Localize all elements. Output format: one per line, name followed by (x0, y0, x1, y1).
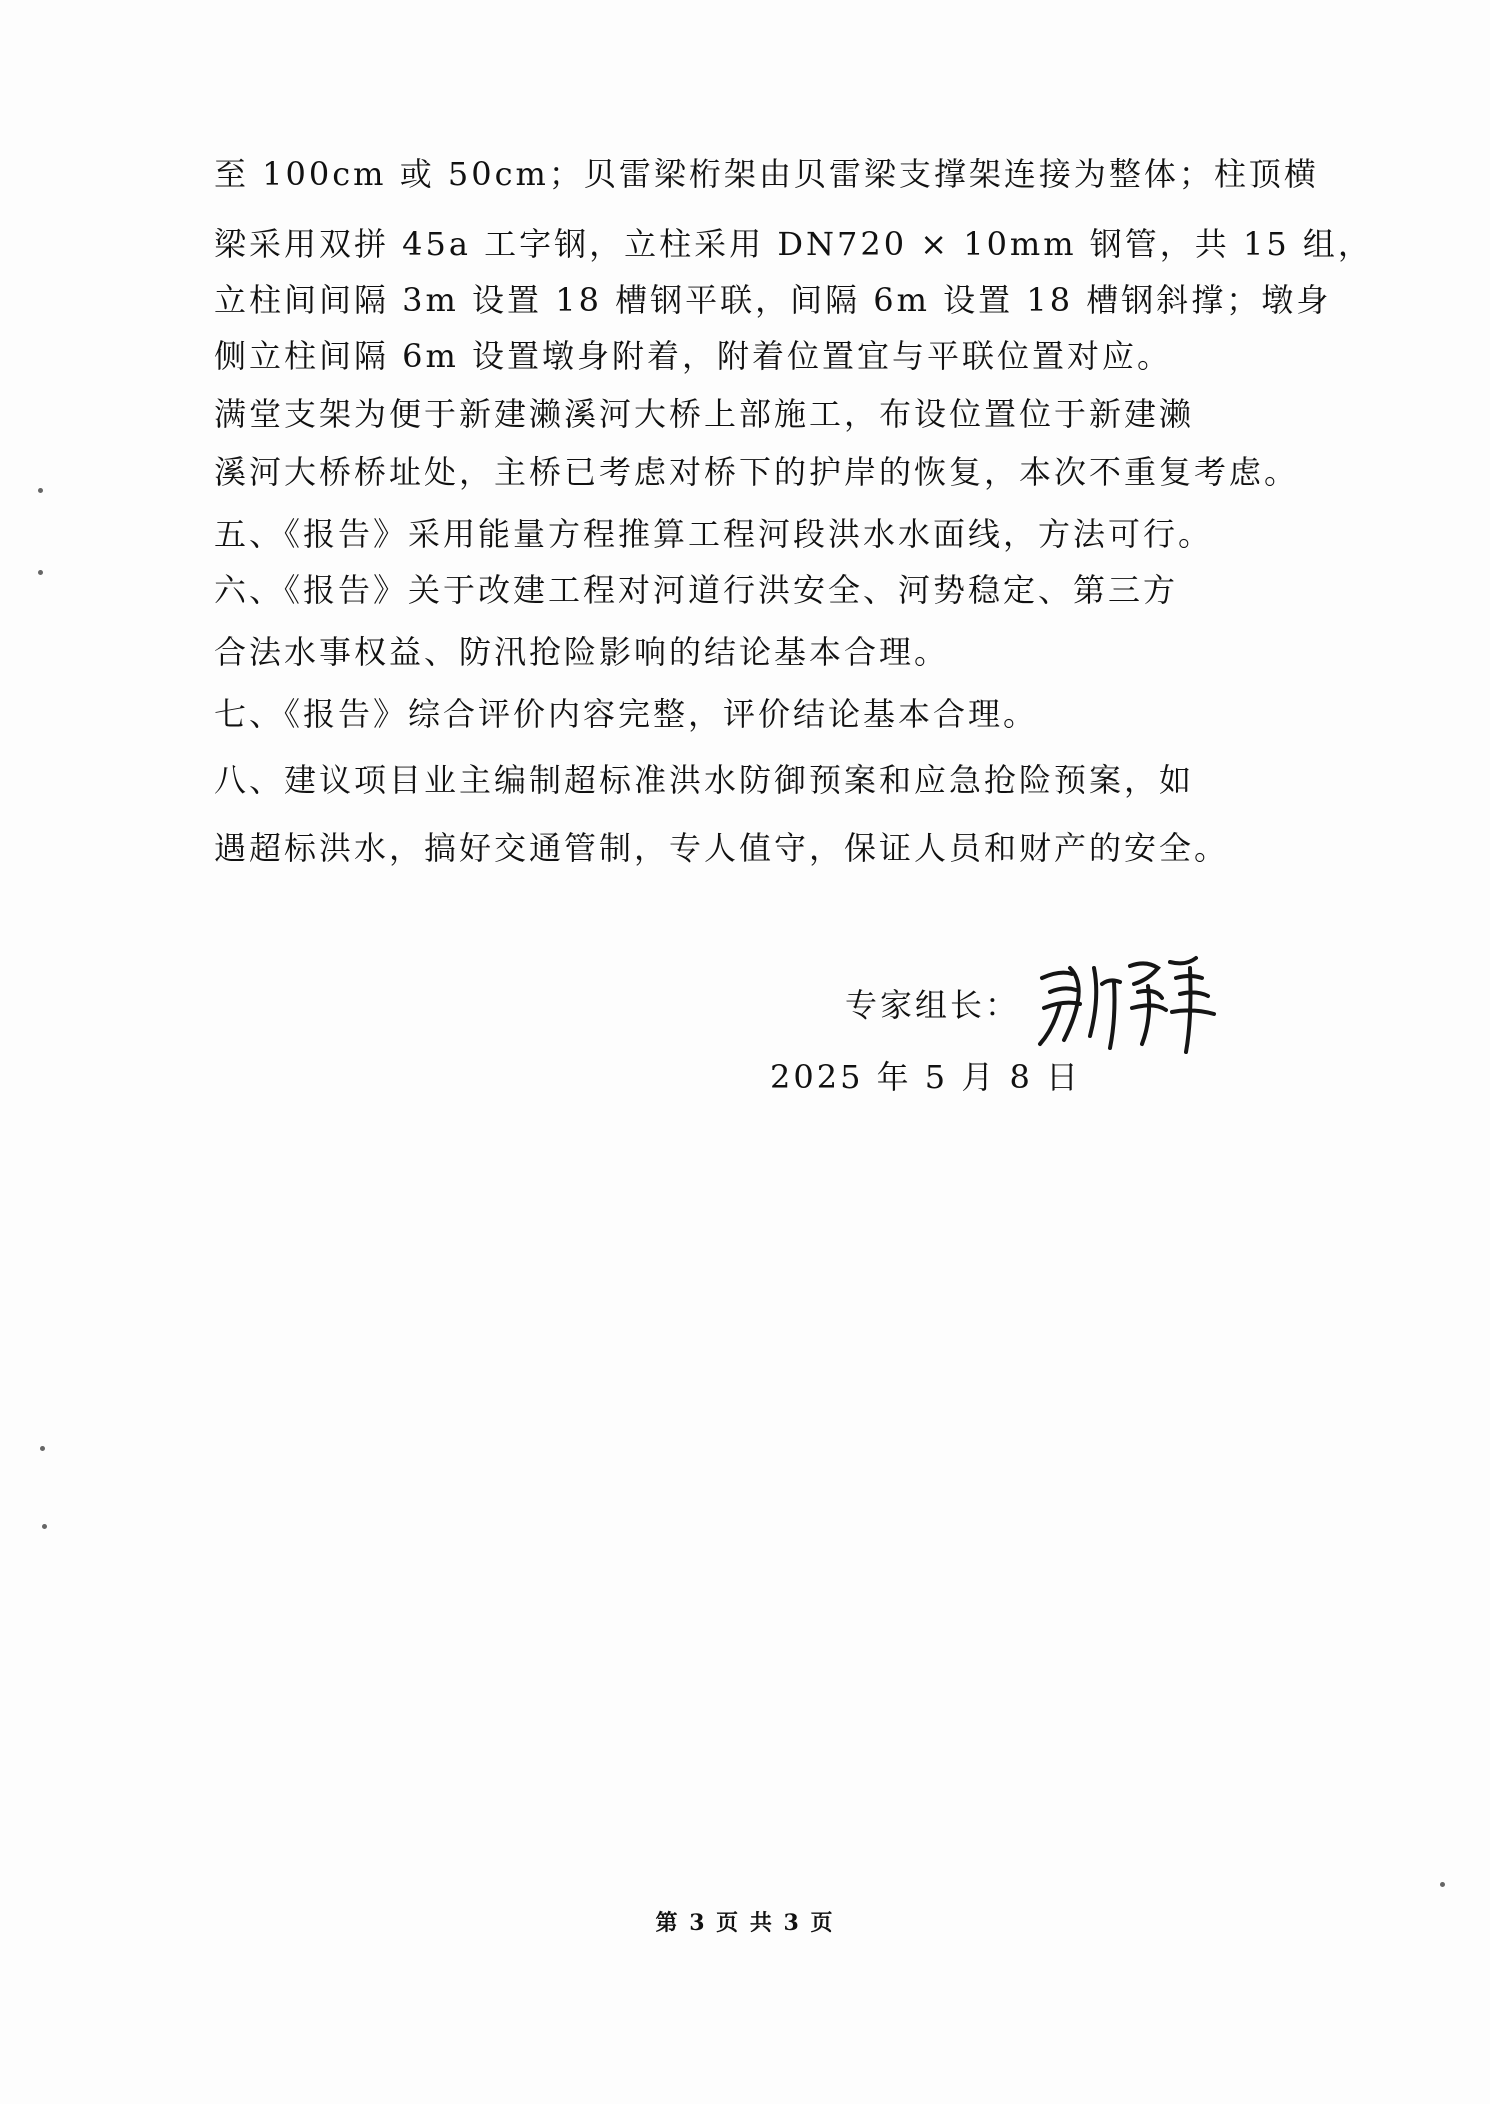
body-line: 合法水事权益、防汛抢险影响的结论基本合理。 (214, 633, 950, 671)
scan-speck (38, 570, 43, 575)
body-line: 溪河大桥桥址处，主桥已考虑对桥下的护岸的恢复，本次不重复考虑。 (214, 453, 1300, 491)
body-line: 立柱间间隔 3m 设置 18 槽钢平联，间隔 6m 设置 18 槽钢斜撑；墩身 (214, 281, 1332, 319)
body-line: 梁采用双拼 45a 工字钢，立柱采用 DN720 × 10mm 钢管，共 15 组， (214, 225, 1373, 263)
body-line: 遇超标洪水，搞好交通管制，专人值守，保证人员和财产的安全。 (214, 829, 1230, 867)
scan-speck (40, 1446, 45, 1451)
body-line: 八、建议项目业主编制超标准洪水防御预案和应急抢险预案，如 (214, 761, 1195, 799)
body-line: 侧立柱间隔 6m 设置墩身附着，附着位置宜与平联位置对应。 (214, 337, 1173, 375)
body-line: 满堂支架为便于新建濑溪河大桥上部施工，布设位置位于新建濑 (214, 395, 1195, 433)
signer-label: 专家组长： (845, 986, 1021, 1024)
handwritten-signature (1030, 948, 1220, 1058)
body-line: 六、《报告》关于改建工程对河道行洪安全、河势稳定、第三方 (214, 571, 1179, 609)
page-footer: 第 3 页 共 3 页 (655, 1910, 835, 1936)
body-line: 五、《报告》采用能量方程推算工程河段洪水水面线，方法可行。 (214, 515, 1214, 553)
document-date: 2025 年 5 月 8 日 (770, 1058, 1082, 1096)
scan-speck (1440, 1882, 1445, 1887)
scan-speck (42, 1524, 47, 1529)
scan-speck (38, 488, 43, 493)
body-line: 至 100cm 或 50cm；贝雷梁桁架由贝雷梁支撑架连接为整体；柱顶横 (214, 155, 1319, 193)
body-line: 七、《报告》综合评价内容完整，评价结论基本合理。 (214, 695, 1039, 733)
